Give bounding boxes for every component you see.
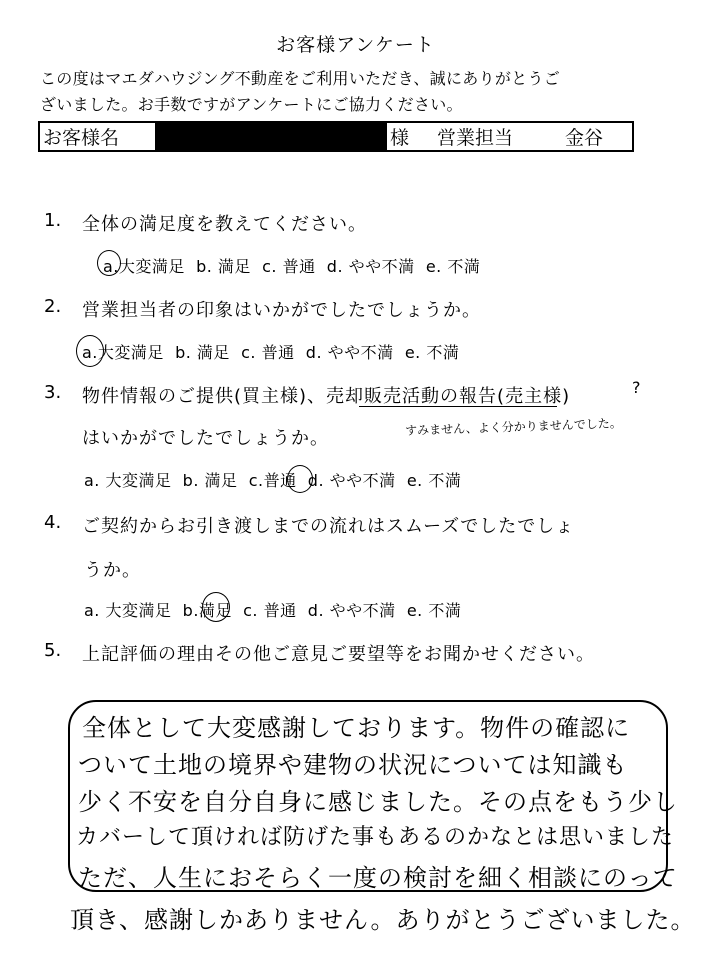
- option-label-e: 不満: [428, 601, 462, 620]
- option-label-a: 大変満足: [105, 471, 172, 490]
- handwritten-comment-line-4: カバーして頂ければ防げた事もあるのかなとは思いました: [76, 825, 675, 850]
- selected-circle: [97, 250, 121, 276]
- question-5-text: 上記評価の理由その他ご意見ご要望等をお聞かせください。: [82, 644, 595, 665]
- question-3-options: [84, 468, 461, 491]
- question-2-options: [82, 340, 459, 363]
- option-letter-b: b.: [182, 601, 199, 620]
- option-label-a: 大変満足: [105, 601, 172, 620]
- handwritten-note: すみません、よく分かりませんでした。: [404, 416, 622, 438]
- sales-rep-name: 金谷: [565, 127, 604, 149]
- option-label-a: 大変満足: [97, 343, 164, 362]
- option-letter-e: e.: [406, 471, 423, 490]
- question-3-text-line-2: はいかがでしたでしょうか。: [82, 428, 329, 449]
- option-label-b: 満足: [196, 343, 230, 362]
- handwritten-question-mark: ?: [632, 378, 641, 397]
- question-5-number: 5.: [44, 640, 62, 661]
- handwritten-comment-line-6: 頂き、感謝しかありません。ありがとうございました。: [70, 906, 696, 934]
- customer-name-redacted: [155, 123, 387, 151]
- question-4-text-line-2: うか。: [84, 560, 141, 581]
- option-letter-a: a.: [82, 343, 98, 362]
- option-label-d: やや不満: [329, 601, 396, 620]
- customer-honorific: 様: [390, 127, 410, 149]
- option-letter-c: c.: [241, 343, 256, 362]
- option-letter-b: b.: [196, 257, 213, 276]
- option-letter-c: c.: [262, 257, 277, 276]
- customer-name-label: お客様名: [43, 127, 120, 149]
- question-4-options: [84, 598, 461, 621]
- option-label-b: 満足: [204, 471, 238, 490]
- option-label-c: 普通: [263, 471, 297, 490]
- option-letter-a: a.: [84, 471, 100, 490]
- option-label-e: 不満: [426, 343, 460, 362]
- option-label-d: やや不満: [327, 343, 394, 362]
- option-letter-a: a.: [103, 257, 119, 276]
- option-label-d: やや不満: [348, 257, 415, 276]
- option-label-e: 不満: [428, 471, 462, 490]
- intro-line-2: ざいました。お手数ですがアンケートにご協力ください。: [40, 95, 463, 114]
- option-letter-d: d.: [326, 257, 344, 276]
- handwritten-underline: [359, 398, 557, 407]
- question-1-text: 全体の満足度を教えてください。: [82, 214, 367, 235]
- option-letter-a: a.: [84, 601, 100, 620]
- question-3-text-line-1: 物件情報のご提供(買主様)、売却販売活動の報告(売主様): [82, 386, 571, 407]
- handwritten-comment-line-3: 少く不安を自分自身に感じました。その点をもう少し: [78, 788, 678, 816]
- option-label-a: 大変満足: [118, 257, 185, 276]
- option-label-c: 普通: [263, 601, 297, 620]
- handwritten-comment-line-2: ついて土地の境界や建物の状況については知識も: [78, 751, 628, 779]
- option-label-e: 不満: [447, 257, 481, 276]
- selected-circle: [202, 592, 230, 622]
- option-label-b: 満足: [217, 257, 251, 276]
- question-4-number: 4.: [44, 512, 62, 533]
- option-label-b: 満足: [198, 601, 232, 620]
- question-2-number: 2.: [44, 296, 62, 317]
- option-letter-b: b.: [182, 471, 199, 490]
- option-letter-d: d.: [307, 471, 325, 490]
- option-label-c: 普通: [282, 257, 316, 276]
- handwritten-comment-line-5: ただ、人生におそらく一度の検討を細く相談にのって: [78, 864, 678, 892]
- option-letter-c: c.: [248, 471, 264, 490]
- option-letter-d: d.: [307, 601, 325, 620]
- question-2-text: 営業担当者の印象はいかがでしたでしょうか。: [82, 300, 481, 321]
- option-label-d: やや不満: [329, 471, 396, 490]
- option-letter-e: e.: [406, 601, 423, 620]
- option-label-c: 普通: [261, 343, 295, 362]
- selected-circle: [287, 465, 313, 493]
- option-letter-d: d.: [305, 343, 323, 362]
- handwritten-comment-line-1: 全体として大変感謝しております。物件の確認に: [82, 714, 631, 742]
- selected-circle: [76, 335, 104, 367]
- page-title: お客様アンケート: [276, 34, 435, 56]
- question-3-number: 3.: [44, 382, 62, 403]
- sales-rep-label: 営業担当: [437, 127, 514, 149]
- question-4-text-line-1: ご契約からお引き渡しまでの流れはスムーズでしたでしょ: [82, 516, 575, 537]
- option-letter-e: e.: [404, 343, 421, 362]
- option-letter-b: b.: [175, 343, 192, 362]
- option-letter-c: c.: [243, 601, 258, 620]
- question-1-options: [103, 254, 480, 277]
- question-1-number: 1.: [44, 210, 62, 231]
- intro-line-1: この度はマエダハウジング不動産をご利用いただき、誠にありがとうご: [40, 69, 561, 88]
- option-letter-e: e.: [425, 257, 442, 276]
